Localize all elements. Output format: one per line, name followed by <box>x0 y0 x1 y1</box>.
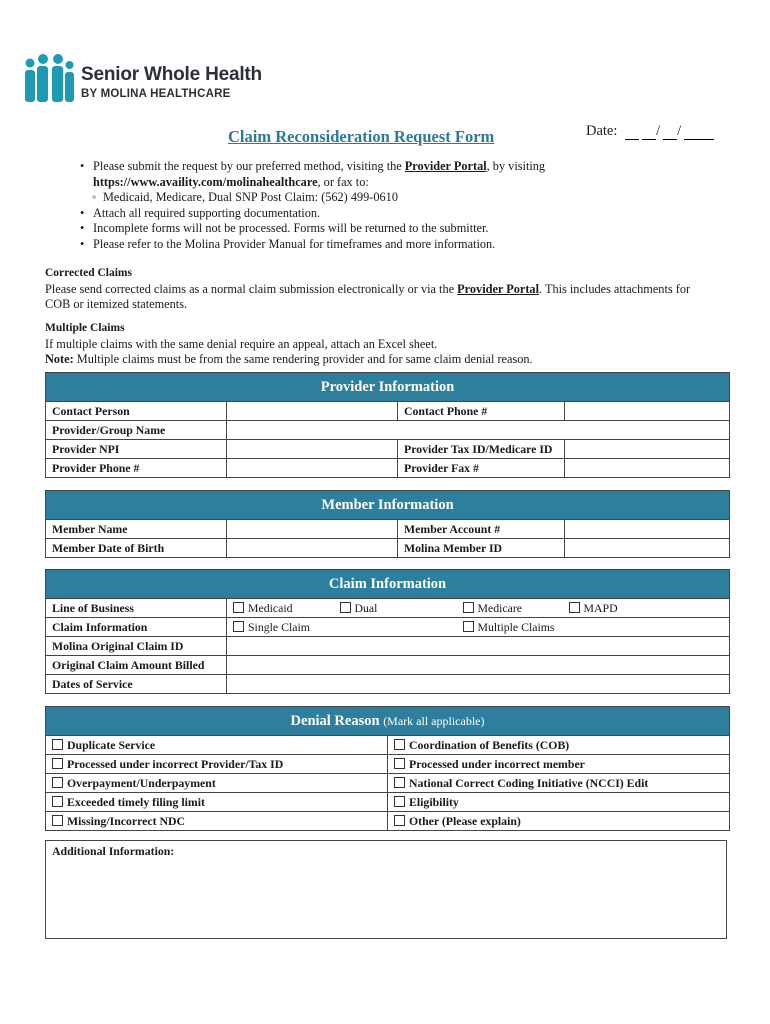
dates-of-service-label: Dates of Service <box>46 675 227 694</box>
member-account-input[interactable] <box>565 520 730 539</box>
instruction-manual: • Please refer to the Molina Provider Manual for timeframes and more information. <box>93 237 598 253</box>
member-info-table <box>45 490 730 558</box>
denial-reason-table <box>45 706 730 831</box>
additional-info-box[interactable] <box>45 840 727 939</box>
date-year-blank[interactable] <box>684 125 714 140</box>
instructions <box>78 159 598 252</box>
corrected-claims-text: Please send corrected claims as a normal claim submission electronically or via the Provider Portal. This includes attachments for COB or itemized statements. <box>45 281 691 311</box>
member-info-header: Member Information <box>46 491 730 520</box>
mapd-checkbox[interactable]: MAPD <box>563 599 730 618</box>
group-name-label: Provider/Group Name <box>46 421 227 440</box>
multiple-claims-section <box>45 321 715 368</box>
form-title: Claim Reconsideration Request Form <box>228 127 495 146</box>
denial-ndc-checkbox[interactable]: Missing/Incorrect NDC <box>46 812 388 831</box>
availity-url[interactable]: https://www.availity.com/molinahealthcare <box>93 174 318 189</box>
denial-duplicate-checkbox[interactable]: Duplicate Service <box>46 736 388 755</box>
date-sep: / <box>656 123 661 139</box>
dates-of-service-input[interactable] <box>227 675 730 694</box>
provider-fax-input[interactable] <box>565 459 730 478</box>
date-label: Date: <box>586 123 618 139</box>
corrected-claims-heading: Corrected Claims <box>45 267 132 279</box>
multiple-claims-heading: Multiple Claims <box>45 322 125 334</box>
denial-eligibility-checkbox[interactable]: Eligibility <box>388 793 730 812</box>
checkbox-icon[interactable] <box>340 602 351 613</box>
claim-info-table <box>45 569 730 694</box>
group-name-input[interactable] <box>227 421 730 440</box>
original-claim-id-label: Molina Original Claim ID <box>46 637 227 656</box>
medicaid-checkbox[interactable]: Medicaid <box>227 599 334 618</box>
contact-phone-input[interactable] <box>565 402 730 421</box>
multiple-claims-note: Note: Multiple claims must be from the same rendering provider and for same claim denial reason. <box>45 352 533 366</box>
single-claim-checkbox[interactable]: Single Claim <box>227 618 457 637</box>
checkbox-icon[interactable] <box>233 602 244 613</box>
denial-reason-header: Denial Reason (Mark all applicable) <box>46 707 730 736</box>
multiple-claims-checkbox[interactable]: Multiple Claims <box>457 618 730 637</box>
tax-id-label: Provider Tax ID/Medicare ID <box>398 440 565 459</box>
checkbox-icon[interactable] <box>569 602 580 613</box>
logo-line1: Senior Whole Health <box>81 64 262 85</box>
date-month-blank-2[interactable] <box>642 125 656 140</box>
instruction-attach: • Attach all required supporting documentation. <box>93 206 598 222</box>
date-day-blank[interactable] <box>663 125 677 140</box>
contact-person-label: Contact Person <box>46 402 227 421</box>
checkbox-icon[interactable] <box>463 602 474 613</box>
instruction-submit: • Please submit the request by our preferred method, visiting the Provider Portal, by visiting https://www.availity.com/molinahealthcare, or fax to: <box>93 159 598 190</box>
date-sep-2: / <box>677 123 682 139</box>
provider-npi-label: Provider NPI <box>46 440 227 459</box>
original-claim-id-input[interactable] <box>227 637 730 656</box>
people-logo-icon <box>22 54 76 104</box>
contact-person-input[interactable] <box>227 402 398 421</box>
line-of-business-label: Line of Business <box>46 599 227 618</box>
denial-overpayment-checkbox[interactable]: Overpayment/Underpayment <box>46 774 388 793</box>
claim-amount-input[interactable] <box>227 656 730 675</box>
claim-info-header: Claim Information <box>46 570 730 599</box>
provider-npi-input[interactable] <box>227 440 398 459</box>
date-month-blank[interactable] <box>625 125 639 140</box>
tax-id-input[interactable] <box>565 440 730 459</box>
provider-info-header: Provider Information <box>46 373 730 402</box>
date-field[interactable] <box>586 123 714 140</box>
instruction-incomplete: • Incomplete forms will not be processed. Forms will be returned to the submitter. <box>93 221 598 237</box>
denial-other-checkbox[interactable]: Other (Please explain) <box>388 812 730 831</box>
member-account-label: Member Account # <box>398 520 565 539</box>
denial-ncci-checkbox[interactable]: National Correct Coding Initiative (NCCI) Edit <box>388 774 730 793</box>
molina-member-id-input[interactable] <box>565 539 730 558</box>
dual-checkbox[interactable]: Dual <box>334 599 457 618</box>
logo <box>22 52 282 104</box>
logo-line2: BY MOLINA HEALTHCARE <box>81 88 231 100</box>
checkbox-icon[interactable] <box>463 621 474 632</box>
molina-member-id-label: Molina Member ID <box>398 539 565 558</box>
denial-timely-filing-checkbox[interactable]: Exceeded timely filing limit <box>46 793 388 812</box>
provider-phone-input[interactable] <box>227 459 398 478</box>
medicare-checkbox[interactable]: Medicare <box>457 599 563 618</box>
provider-phone-label: Provider Phone # <box>46 459 227 478</box>
corrected-claims-section <box>45 266 715 313</box>
instruction-fax: ◦ Medicaid, Medicare, Dual SNP Post Claim: (562) 499-0610 <box>93 190 598 206</box>
multiple-claims-text: If multiple claims with the same denial require an appeal, attach an Excel sheet. <box>45 336 438 351</box>
claim-amount-label: Original Claim Amount Billed <box>46 656 227 675</box>
contact-phone-label: Contact Phone # <box>398 402 565 421</box>
provider-fax-label: Provider Fax # <box>398 459 565 478</box>
member-name-label: Member Name <box>46 520 227 539</box>
member-dob-input[interactable] <box>227 539 398 558</box>
additional-info-label: Additional Information: <box>52 844 175 858</box>
provider-portal-link[interactable]: Provider Portal <box>404 159 487 173</box>
member-name-input[interactable] <box>227 520 398 539</box>
denial-cob-checkbox[interactable]: Coordination of Benefits (COB) <box>388 736 730 755</box>
denial-incorrect-provider-checkbox[interactable]: Processed under incorrect Provider/Tax ID <box>46 755 388 774</box>
provider-info-table <box>45 372 730 478</box>
member-dob-label: Member Date of Birth <box>46 539 227 558</box>
claim-info-label: Claim Information <box>46 618 227 637</box>
checkbox-icon[interactable] <box>233 621 244 632</box>
denial-incorrect-member-checkbox[interactable]: Processed under incorrect member <box>388 755 730 774</box>
provider-portal-link-2[interactable]: Provider Portal <box>457 281 540 296</box>
